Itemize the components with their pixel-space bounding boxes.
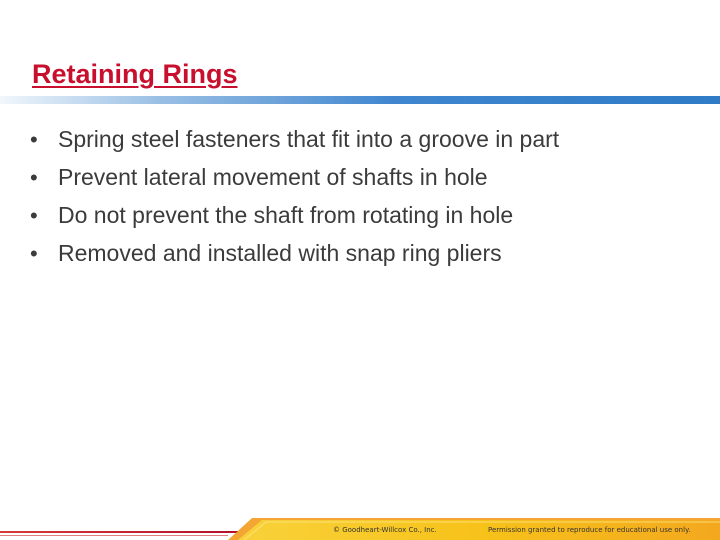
bullet-dot-icon: • [30,203,38,228]
footer-decoration [0,508,720,540]
footer-permission: Permission granted to reproduce for educational use only. [488,526,691,534]
bullet-dot-icon: • [30,127,38,152]
footer-copyright: © Goodheart-Willcox Co., Inc. [333,526,437,534]
bullet-item [30,234,559,272]
bullet-item [30,120,559,158]
footer-red-line-thin [0,535,228,536]
bullet-item [30,158,559,196]
bullet-dot-icon: • [30,165,38,190]
footer-band [0,508,720,540]
bullet-list [30,120,559,272]
title-divider [0,96,720,104]
footer-red-line [0,531,238,533]
bullet-text: Do not prevent the shaft from rotating in hole [58,202,514,228]
bullet-dot-icon: • [30,241,38,266]
bullet-text: Removed and installed with snap ring pliers [58,240,502,266]
slide-title: Retaining Rings [32,59,238,89]
bullet-text: Spring steel fasteners that fit into a groove in part [58,126,560,152]
bullet-text: Prevent lateral movement of shafts in hole [58,164,488,190]
bullet-item [30,196,559,234]
